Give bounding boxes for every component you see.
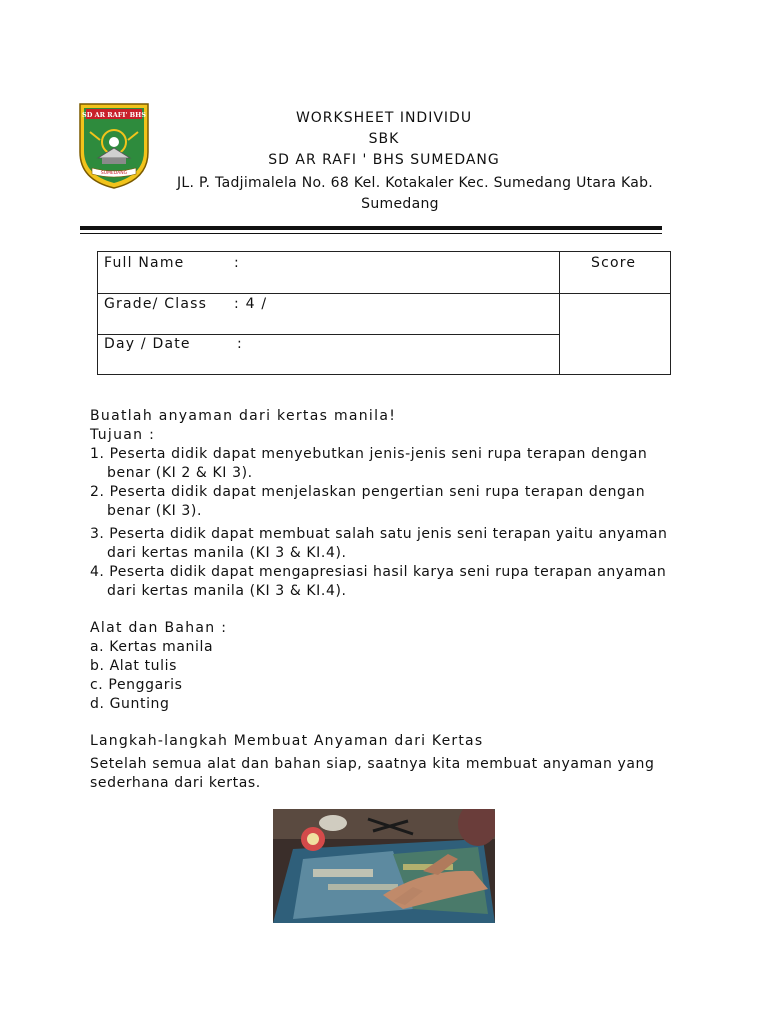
day-date-separator: :: [237, 336, 243, 352]
svg-text:SD AR RAFI' BHS: SD AR RAFI' BHS: [82, 111, 146, 119]
school-name: SD AR RAFI ' BHS SUMEDANG: [268, 152, 500, 168]
score-label: Score: [591, 255, 637, 271]
svg-text:SUMEDANG: SUMEDANG: [100, 171, 128, 176]
goal-2-line1: 2. Peserta didik dapat menjelaskan pengertian seni rupa terapan dengan: [90, 484, 646, 500]
tool-item: b. Alat tulis: [90, 658, 178, 674]
full-name-separator: :: [234, 255, 240, 271]
grade-value: : 4 /: [234, 296, 268, 312]
full-name-label: Full Name: [104, 255, 185, 271]
tool-item: a. Kertas manila: [90, 639, 214, 655]
goal-4-line2: dari kertas manila (KI 3 & KI.4).: [107, 583, 347, 599]
tools-heading: Alat dan Bahan :: [90, 620, 228, 636]
goal-2-line2: benar (KI 3).: [107, 503, 202, 519]
steps-paragraph-line2: sederhana dari kertas.: [90, 775, 261, 791]
worksheet-title: WORKSHEET INDIVIDU: [295, 110, 473, 126]
student-info-table: [97, 251, 671, 375]
goal-1-line2: benar (KI 2 & KI 3).: [107, 465, 253, 481]
tool-item: d. Gunting: [90, 696, 170, 712]
steps-paragraph-line1: Setelah semua alat dan bahan siap, saatnya kita membuat anyaman yang: [90, 756, 655, 772]
task-instruction: Buatlah anyaman dari kertas manila!: [90, 408, 397, 424]
grade-label: Grade/ Class: [104, 296, 208, 312]
school-address-line2: Sumedang: [361, 196, 439, 212]
tool-item: c. Penggaris: [90, 677, 183, 693]
goal-1-line1: 1. Peserta didik dapat menyebutkan jenis-jenis seni rupa terapan dengan: [90, 446, 648, 462]
goals-heading: Tujuan :: [90, 427, 156, 443]
day-date-label: Day / Date: [104, 336, 191, 352]
goal-4-line1: 4. Peserta didik dapat mengapresiasi hasil karya seni rupa terapan anyaman: [90, 564, 667, 580]
subject-label: SBK: [368, 131, 400, 147]
school-address-line1: JL. P. Tadjimalela No. 68 Kel. Kotakaler Kec. Sumedang Utara Kab.: [176, 175, 654, 191]
score-value-cell[interactable]: [559, 293, 671, 375]
steps-heading: Langkah-langkah Membuat Anyaman dari Kertas: [90, 733, 484, 749]
weaving-photo: [273, 809, 495, 923]
header-divider-thin: [80, 233, 662, 234]
goal-3-line2: dari kertas manila (KI 3 & KI.4).: [107, 545, 347, 561]
header-divider-thick: [80, 226, 662, 230]
goal-3-line1: 3. Peserta didik dapat membuat salah satu jenis seni terapan yaitu anyaman: [90, 526, 668, 542]
